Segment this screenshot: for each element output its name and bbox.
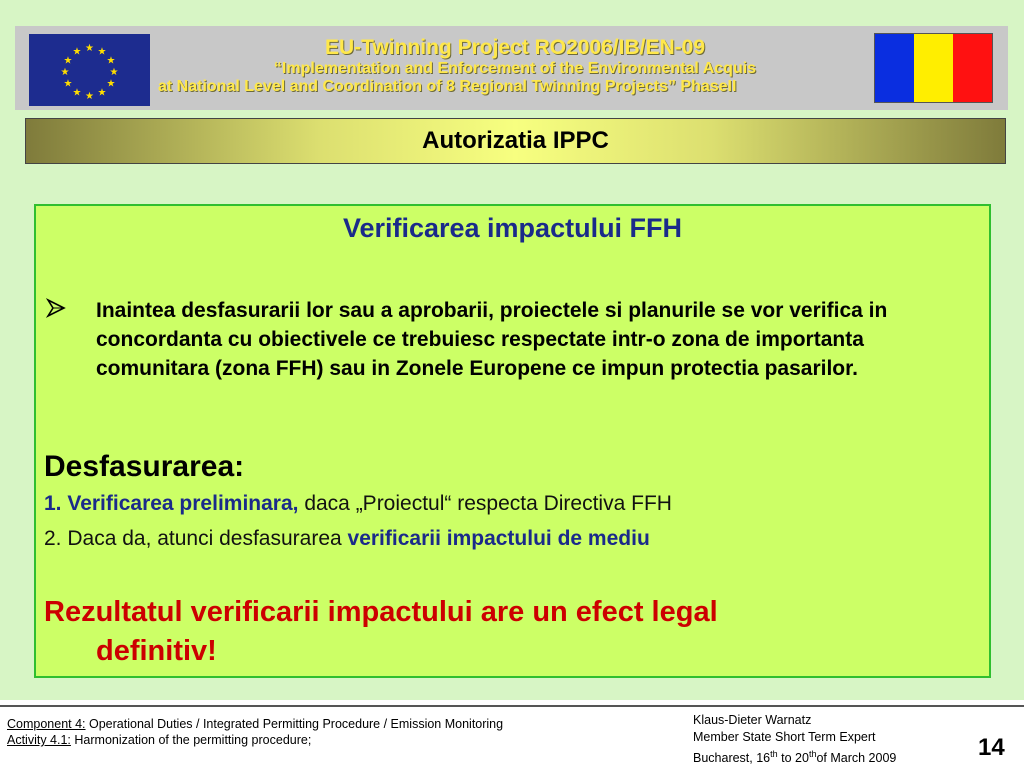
header-title-line3: at National Level and Coordination of 8 Regional Twinning Projects” PhaseII <box>158 78 737 95</box>
svg-text:★: ★ <box>106 78 116 90</box>
activity-text: Harmonization of the permitting procedure; <box>70 733 312 747</box>
svg-text:★: ★ <box>60 67 70 78</box>
activity-label: Activity 4.1: <box>7 733 71 747</box>
step-1-label: 1. Verificarea preliminara, <box>44 492 299 515</box>
component-text: Operational Duties / Integrated Permitting Procedure / Emission Monitoring <box>85 717 504 731</box>
step-1-text: daca „Proiectul“ respecta Directiva FFH <box>298 492 672 515</box>
section-title-bar <box>25 118 1006 164</box>
svg-text:★: ★ <box>63 55 73 67</box>
svg-text:★: ★ <box>72 87 82 99</box>
bullet-text: Inaintea desfasurarii lor sau a aprobarii, proiectele si planurile se vor verifica in concordanta cu obiectivele ce trebuiesc respectate intr-o zona de importanta comunitara (zona FFH) sau in Zonele Europene ce impun protectia pasarilor. <box>96 299 888 380</box>
step-2-highlight: verificarii impactului de mediu <box>347 527 650 550</box>
location-date: Bucharest, 16th to 20thof March 2009 <box>693 749 897 766</box>
svg-text:★: ★ <box>72 46 82 58</box>
step-2 <box>44 527 650 551</box>
svg-text:★: ★ <box>97 87 107 99</box>
section-title: Autorizatia IPPC <box>422 127 609 154</box>
svg-text:★: ★ <box>106 55 116 67</box>
header-title-line1: EU-Twinning Project RO2006/IB/EN-09 <box>324 36 706 59</box>
expert-name: Klaus-Dieter Warnatz <box>693 713 812 727</box>
eu-flag-icon <box>29 34 150 106</box>
footer-component-info <box>7 716 503 748</box>
result-statement <box>44 593 964 671</box>
header-title-line2: “Implementation and Enforcement of the Environmental Acquis <box>273 60 757 77</box>
step-1 <box>44 492 672 516</box>
step-2-text: 2. Daca da, atunci desfasurarea <box>44 527 348 550</box>
desfasurarea-heading: Desfasurarea: <box>44 450 245 483</box>
svg-text:★: ★ <box>109 67 119 78</box>
svg-text:★: ★ <box>63 78 73 90</box>
expert-role: Member State Short Term Expert <box>693 730 876 744</box>
svg-text:★: ★ <box>85 91 94 102</box>
result-line-2: definitiv! <box>96 635 217 667</box>
arrow-bullet-icon <box>46 298 66 323</box>
result-line-1: Rezultatul verificarii impactului are un efect legal <box>44 596 718 628</box>
svg-text:★: ★ <box>85 43 94 54</box>
box-title: Verificarea impactului FFH <box>342 213 683 243</box>
svg-text:★: ★ <box>97 46 107 58</box>
page-number: 14 <box>978 734 1005 761</box>
footer-divider <box>0 705 1024 707</box>
footer-expert-info <box>693 712 896 767</box>
component-label: Component 4: <box>7 717 86 731</box>
romania-flag-icon <box>874 33 993 103</box>
